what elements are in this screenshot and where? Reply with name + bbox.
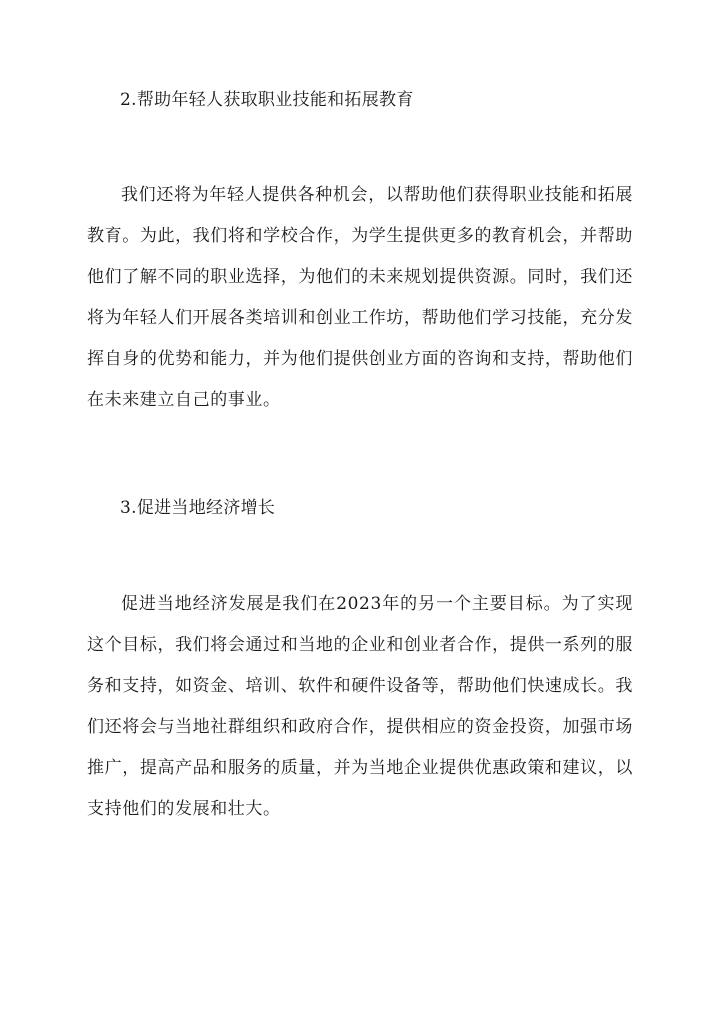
- section-heading-youth-skills: 2.帮助年轻人获取职业技能和拓展教育: [120, 90, 414, 110]
- section-body-local-economy: 促进当地经济发展是我们在2023年的另一个主要目标。为了实现这个目标，我们将会通过和当地的企业和创业者合作，提供一系列的服务和支持，如资金、培训、软件和硬件设备等，帮助他们快速成长。我们还将会与当地社群组织和政府合作，提供相应的资金投资，加强市场推广，提高产品和服务的质量，并为当地企业提供优惠政策和建议，以支持他们的发展和壮大。: [87, 594, 633, 819]
- section-heading-local-economy: 3.促进当地经济增长: [120, 498, 276, 518]
- section-body-youth-skills: 我们还将为年轻人提供各种机会，以帮助他们获得职业技能和拓展教育。为此，我们将和学校合作，为学生提供更多的教育机会，并帮助他们了解不同的职业选择，为他们的未来规划提供资源。同时，我们还将为年轻人们开展各类培训和创业工作坊，帮助他们学习技能，充分发挥自身的优势和能力，并为他们提供创业方面的咨询和支持，帮助他们在未来建立自己的事业。: [87, 185, 633, 410]
